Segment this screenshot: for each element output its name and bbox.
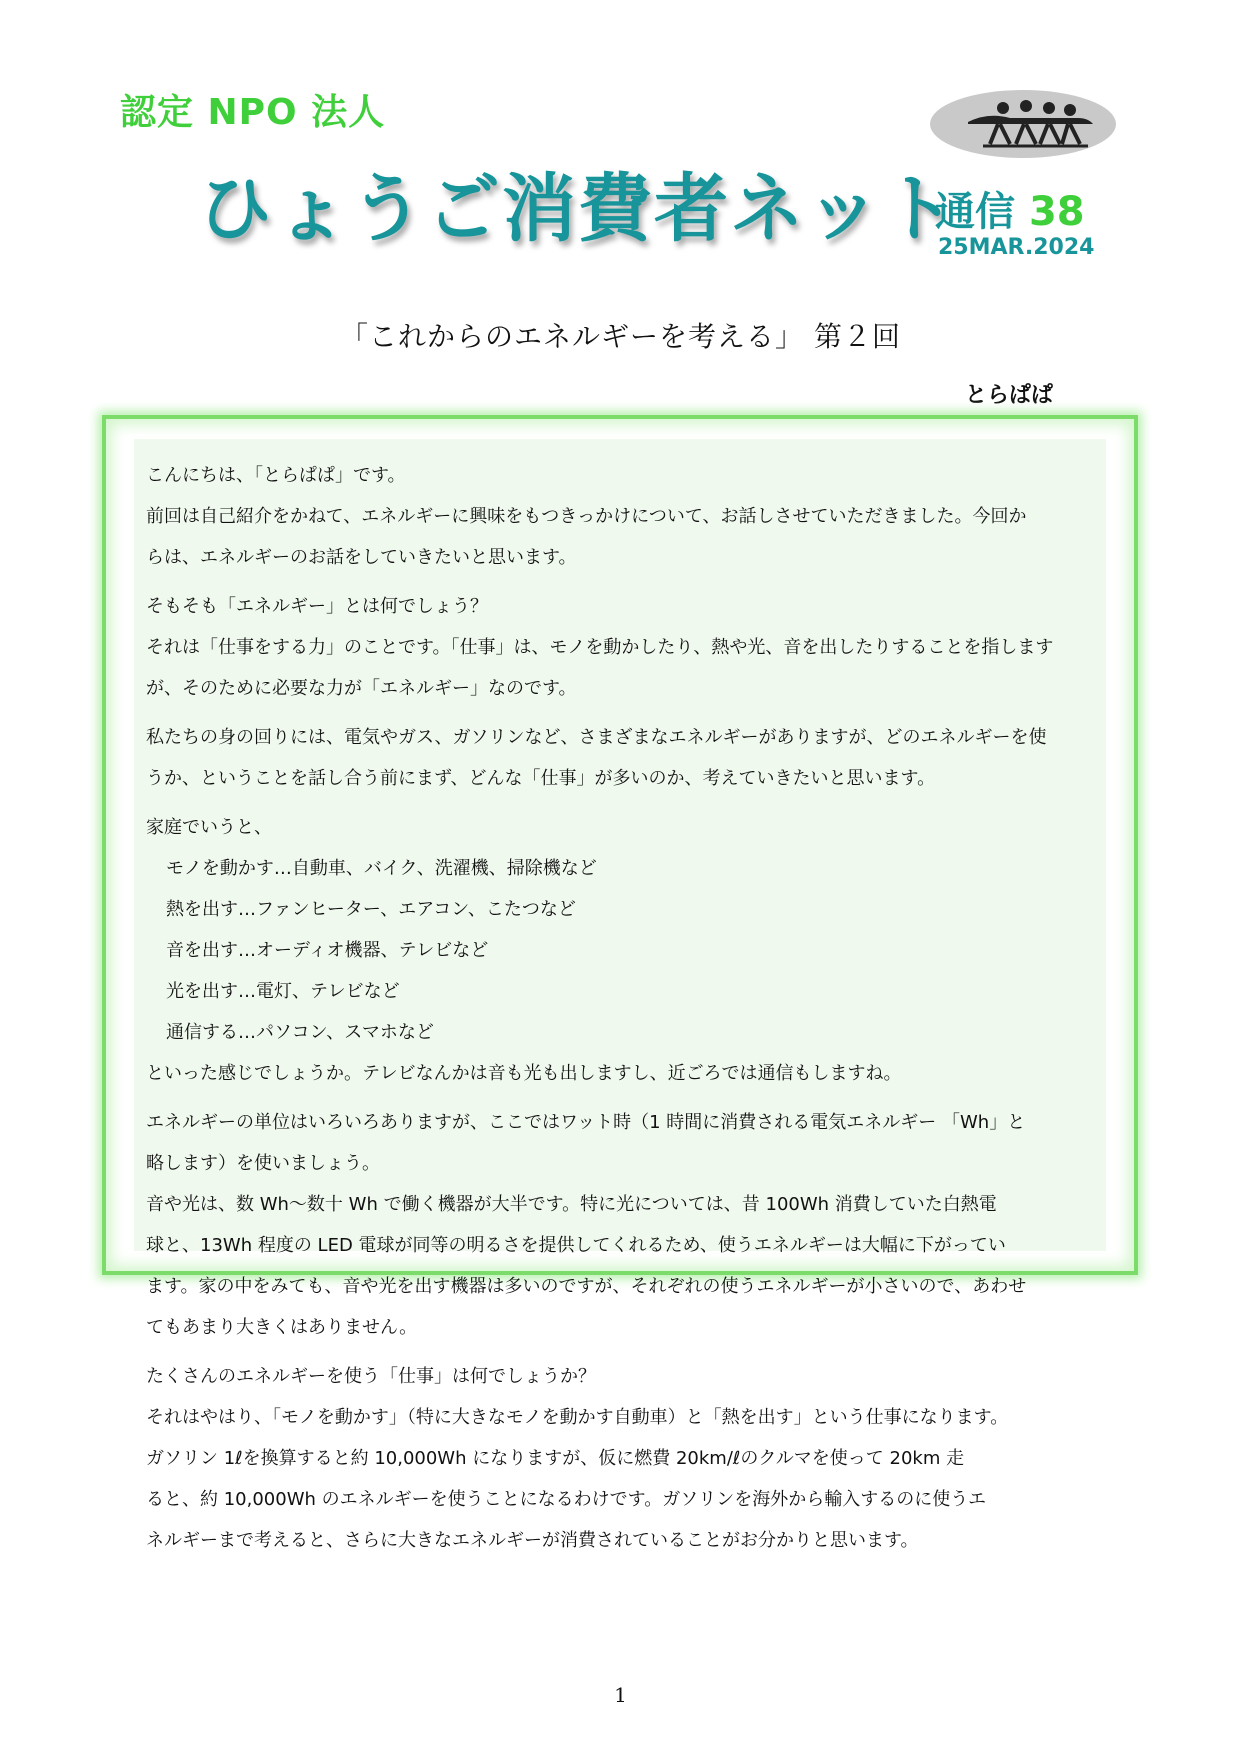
- paragraph: [146, 807, 1102, 1094]
- text-line: 音や光は、数 Wh～数十 Wh で働く機器が大半です。特に光については、昔 100Wh 消費していた白熱電: [146, 1194, 997, 1215]
- issue-number: 38: [1028, 189, 1085, 235]
- text-line: 私たちの身の回りには、電気やガス、ガソリンなど、さまざまなエネルギーがありますが、どのエネルギーを使: [146, 727, 1047, 748]
- list-item: 光を出す…電灯、テレビなど: [166, 981, 400, 1002]
- article-author: とらぱぱ: [965, 383, 1054, 408]
- page-number: 1: [614, 1683, 627, 1707]
- text-line: ます。家の中をみても、音や光を出す機器は多いのですが、それぞれの使うエネルギーが小さいので、あわせ: [146, 1276, 1027, 1297]
- text-line: たくさんのエネルギーを使う「仕事」は何でしょうか？: [146, 1366, 596, 1387]
- text-line: ネルギーまで考えると、さらに大きなエネルギーが消費されていることがお分かりと思います。: [146, 1530, 919, 1551]
- text-line: それは「仕事をする力」のことです。「仕事」は、モノを動かしたり、熱や光、音を出したりすることを指します: [146, 637, 1054, 658]
- text-line: ガソリン 1ℓを換算すると約 10,000Wh になりますが、仮に燃費 20km/ℓのクルマを使って 20km 走: [146, 1448, 965, 1469]
- text-line: そもそも「エネルギー」とは何でしょう？: [146, 596, 488, 617]
- paragraph: [146, 455, 1102, 578]
- article-body: [146, 455, 1102, 1569]
- text-line: うか、ということを話し合う前にまず、どんな「仕事」が多いのか、考えていきたいと思います。: [146, 768, 936, 789]
- text-line: 球と、13Wh 程度の LED 電球が同等の明るさを提供してくれるため、使うエネルギーは大幅に下がってい: [146, 1235, 1006, 1256]
- list-item: 熱を出す…ファンヒーター、エアコン、こたつなど: [166, 899, 576, 920]
- text-line: ると、約 10,000Wh のエネルギーを使うことになるわけです。ガソリンを海外から輸入するのに使うエ: [146, 1489, 987, 1510]
- list-intro: 家庭でいうと、: [146, 817, 272, 838]
- list-outro: といった感じでしょうか。テレビなんかは音も光も出しますし、近ごろでは通信もしますね。: [146, 1063, 902, 1084]
- text-line: それはやはり、「モノを動かす」（特に大きなモノを動かす自動車）と「熱を出す」という仕事になります。: [146, 1407, 1009, 1428]
- issue-label: [935, 180, 1085, 237]
- text-line: 前回は自己紹介をかねて、エネルギーに興味をもつきっかけについて、お話しさせていただきました。今回か: [146, 506, 1027, 527]
- org-label: 認定 NPO 法人: [120, 92, 386, 133]
- text-line: 略します）を使いましょう。: [146, 1153, 380, 1174]
- list-item: 通信する…パソコン、スマホなど: [166, 1022, 434, 1043]
- text-line: が、そのために必要な力が「エネルギー」なのです。: [146, 678, 577, 699]
- list-item: モノを動かす…自動車、バイク、洗濯機、掃除機など: [166, 858, 597, 879]
- people-logo-icon: [928, 88, 1118, 160]
- brand-title: ひょうご消費者ネット: [198, 166, 958, 252]
- text-line: こんにちは、「とらぱぱ」です。: [146, 465, 406, 486]
- paragraph: [146, 586, 1102, 709]
- article-title: 「これからのエネルギーを考える」 第２回: [340, 320, 901, 353]
- text-line: てもあまり大きくはありません。: [146, 1317, 418, 1338]
- paragraph: [146, 717, 1102, 799]
- issue-date: 25MAR.2024: [938, 235, 1095, 260]
- paragraph: [146, 1356, 1102, 1561]
- paragraph: [146, 1102, 1102, 1348]
- text-line: エネルギーの単位はいろいろありますが、ここではワット時（1 時間に消費される電気エネルギー 「Wh」と: [146, 1112, 1026, 1133]
- issue-word: 通信: [935, 189, 1015, 235]
- text-line: らは、エネルギーのお話をしていきたいと思います。: [146, 547, 577, 568]
- list-item: 音を出す…オーディオ機器、テレビなど: [166, 940, 489, 961]
